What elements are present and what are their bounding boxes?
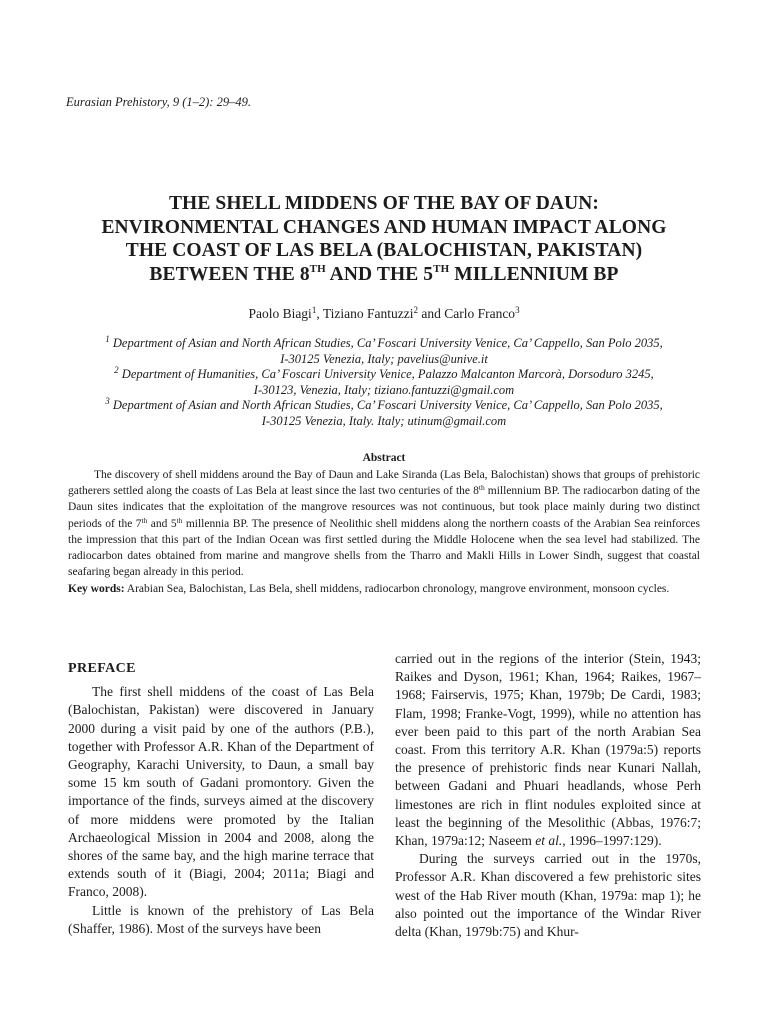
title-line-4: BETWEEN THE 8TH AND THE 5TH MILLENNIUM BP — [149, 262, 619, 285]
title-line-2: ENVIRONMENTAL CHANGES AND HUMAN IMPACT ALONG — [101, 216, 667, 238]
keywords — [68, 581, 700, 597]
keywords-label: Key words: — [68, 583, 125, 595]
author-list: Paolo Biagi$^1$, Tiziano Fantuzzi$^2$ and Carlo Franco$^3$ — [248, 305, 520, 321]
left-column — [68, 650, 374, 938]
author-name: Carlo Franco — [444, 306, 516, 321]
paragraph: Little is known of the prehistory of Las Bela (Shaffer, 1986). Most of the surveys have been — [68, 902, 374, 936]
section-heading: PREFACE — [68, 661, 136, 676]
paragraph: The first shell middens of the coast of Las Bela (Balochistan, Pakistan) were discovered in January 2000 during a visit paid by one of the authors (P.B.), together with Professor A.R. Khan of the Department of Geography, Karachi University, to Daun, a small bay some 15 km south of Gadani promontory. Given the importance of the finds, surveys aimed at the discovery of more middens were promoted by the Italian Archaeological Mission in 2004 and 2008, along the shores of the same bay, and the high marine terrace that extends south of it (Biagi, 2004; 2011a; Biagi and Franco, 2008). — [68, 684, 374, 900]
right-column — [395, 650, 701, 941]
keywords-text: Arabian Sea, Balochistan, Las Bela, shell middens, radiocarbon chronology, mangrove environment, monsoon cycles. — [124, 583, 670, 595]
affiliation-1: $^1$ Department of Asian and North African Studies, Ca’ Foscari University Venice, Ca’ Cappello, San Polo 2035, I-30125 Venezia, Italy; pavelius@unive.it — [105, 334, 663, 366]
abstract-text: The discovery of shell middens around the Bay of Daun and Lake Siranda (Las Bela, Balochistan) shows that groups of prehistoric gatherers settled along the coasts of Las Bela at least since the last two centuries of the 8th millennium BP. The radiocarbon dating of the Daun sites indicates that the exploitation of the mangrove resources was not continuous, but took place mainly during two distinct periods of the 7th and 5th millennia BP. The presence of Neolithic shell middens along the northern coasts of the Arabian Sea reinforces the impression that this part of the Indian Ocean was first settled during the Middle Holocene when the sea level had stabilized. The radiocarbon dates obtained from marine and mangrove shells from the Tharro and Makli Hills in Lower Sindh, suggest that coastal seafaring began already in this period. — [68, 469, 701, 579]
paper-title — [40, 192, 728, 286]
author-name: Tiziano Fantuzzi — [322, 306, 414, 321]
journal-reference: Eurasian Prehistory, 9 (1–2): 29–49. — [66, 95, 251, 109]
abstract-heading: Abstract — [362, 452, 406, 464]
title-line-3: THE COAST OF LAS BELA (BALOCHISTAN, PAKISTAN) — [125, 240, 643, 261]
title-line-1: THE SHELL MIDDENS OF THE BAY OF DAUN: — [168, 193, 600, 214]
affiliation-2: $^2$ Department of Humanities, Ca’ Foscari University Venice, Palazzo Malcanton Marcorà, Dorsoduro 3245, I-30123, Venezia, Italy; tiziano.fantuzzi@gmail.com — [114, 365, 654, 397]
paragraph: carried out in the regions of the interior (Stein, 1943; Raikes and Dyson, 1961; Khan, 1964; Raikes, 1967–1968; Fairservis, 1975; Khan, 1979b; De Cardi, 1983; Flam, 1998; Franke-Vogt, 1999), while no attention has ever been paid to this part of the north Arabian Sea coast. From this territory A.R. Khan (1979a:5) reports the presence of prehistoric finds near Kunari Nallah, between Gadani and Phuari headlands, whose Perh limestones are rich in flint nodules exploited since at least the beginning of the Mesolithic (Abbas, 1976:7; Khan, 1979a:12; Naseem et al., 1996–1997:129). — [395, 651, 701, 849]
author-name: Paolo Biagi — [248, 306, 312, 321]
affiliation-3: $^3$ Department of Asian and North African Studies, Ca’ Foscari University Venice, Ca’ Cappello, San Polo 2035, I-30125 Venezia, Italy. Italy; utinum@gmail.com — [105, 396, 663, 428]
paragraph: During the surveys carried out in the 1970s, Professor A.R. Khan discovered a few prehistoric sites west of the Hab River mouth (Khan, 1979a: map 1); he also pointed out the importance of the Windar River delta (Khan, 1979b:75) and Khur- — [395, 851, 701, 940]
